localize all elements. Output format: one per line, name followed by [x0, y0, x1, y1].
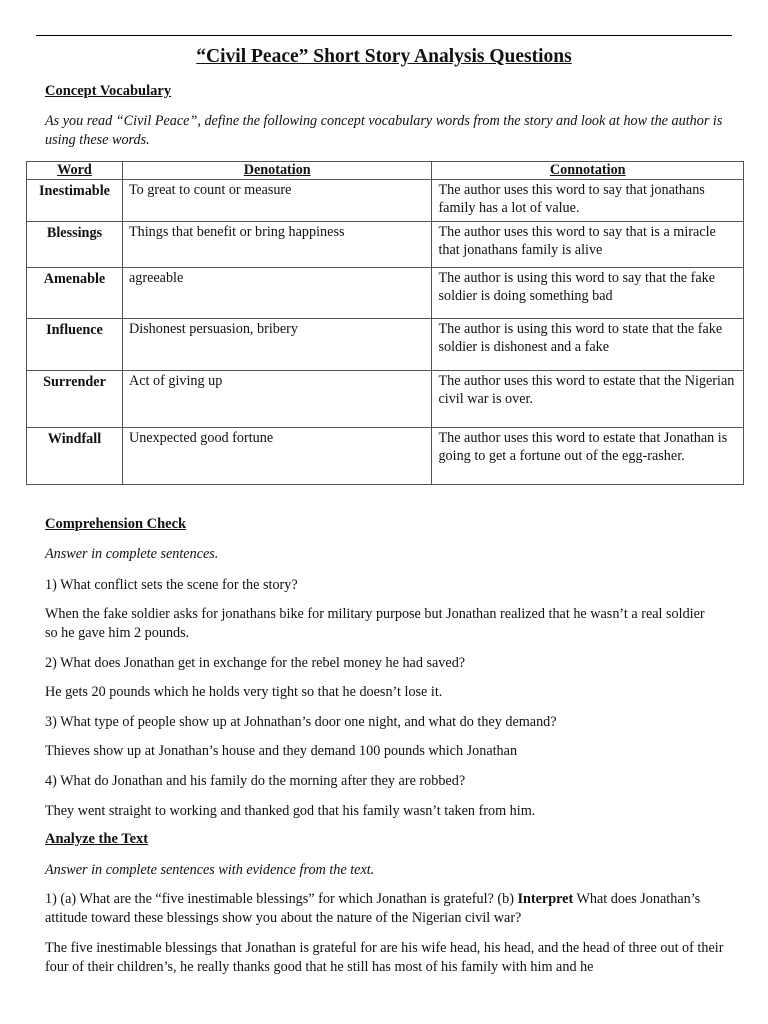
word-cell: Windfall — [27, 428, 123, 485]
question-1: 1) What conflict sets the scene for the story? — [45, 577, 298, 593]
connotation-cell: The author uses this word to say that jonathans family has a lot of value. — [432, 180, 744, 222]
denotation-cell: Dishonest persuasion, bribery — [122, 319, 432, 371]
question-2: 2) What does Jonathan get in exchange for the rebel money he had saved? — [45, 655, 466, 671]
denotation-cell: To great to count or measure — [122, 180, 432, 222]
word-cell: Influence — [27, 319, 123, 371]
table-row — [27, 268, 744, 319]
word-cell: Inestimable — [27, 180, 123, 222]
vocab-heading: Concept Vocabulary — [45, 83, 172, 99]
table-row — [27, 180, 744, 222]
answer-2: He gets 20 pounds which he holds very tight so that he doesn’t lose it. — [45, 684, 443, 700]
question-3: 3) What type of people show up at Johnathan’s door one night, and what do they demand? — [45, 714, 557, 730]
column-header-connotation: Connotation — [432, 162, 744, 180]
word-cell: Amenable — [27, 268, 123, 319]
analyze-heading: Analyze the Text — [45, 831, 149, 847]
analyze-question-1-part-a: 1) (a) What are the “five inestimable blessings” for which Jonathan is grateful? (b) — [45, 891, 518, 907]
analyze-question-1 — [45, 890, 735, 927]
vocab-instruction: As you read “Civil Peace”, define the following concept vocabulary words from the story and look at how the author is using these words. — [45, 113, 723, 148]
connotation-cell: The author is using this word to say that the fake soldier is doing something bad — [432, 268, 744, 319]
vocab-table — [26, 161, 744, 485]
table-row — [27, 222, 744, 268]
table-row — [27, 428, 744, 485]
answer-1: When the fake soldier asks for jonathans bike for military purpose but Jonathan realized that he wasn’t a real soldier so he gave him 2 pounds. — [45, 606, 705, 641]
connotation-cell: The author uses this word to say that is a miracle that jonathans family is alive — [432, 222, 744, 268]
question-4: 4) What do Jonathan and his family do the morning after they are robbed? — [45, 773, 466, 789]
connotation-cell: The author uses this word to estate that Jonathan is going to get a fortune out of the egg-rasher. — [432, 428, 744, 485]
comprehension-instruction: Answer in complete sentences. — [45, 546, 219, 562]
analyze-answer-1: The five inestimable blessings that Jonathan is grateful for are his wife head, his head, and the head of three out of their four of their children’s, he really thanks good that he still has most of his family with him and he — [45, 940, 724, 975]
top-rule — [36, 35, 732, 36]
comprehension-heading: Comprehension Check — [45, 516, 187, 532]
denotation-cell: agreeable — [122, 268, 432, 319]
column-header-denotation: Denotation — [122, 162, 432, 180]
denotation-cell: Things that benefit or bring happiness — [122, 222, 432, 268]
analyze-instruction: Answer in complete sentences with evidence from the text. — [45, 862, 375, 878]
table-header-row — [27, 162, 744, 180]
table-row — [27, 371, 744, 428]
page-title: “Civil Peace” Short Story Analysis Questions — [196, 46, 572, 67]
interpret-label: Interpret — [517, 891, 574, 907]
denotation-cell: Unexpected good fortune — [122, 428, 432, 485]
connotation-cell: The author uses this word to estate that the Nigerian civil war is over. — [432, 371, 744, 428]
answer-3: Thieves show up at Jonathan’s house and they demand 100 pounds which Jonathan — [45, 743, 518, 759]
column-header-word: Word — [27, 162, 123, 180]
word-cell: Blessings — [27, 222, 123, 268]
denotation-cell: Act of giving up — [122, 371, 432, 428]
connotation-cell: The author is using this word to state that the fake soldier is dishonest and a fake — [432, 319, 744, 371]
analyze-question-1-part-b: What does Jonathan’s attitude toward these blessings show you about the nature of the Nigerian civil war? — [45, 891, 701, 926]
answer-4: They went straight to working and thanked god that his family wasn’t taken from him. — [45, 803, 536, 819]
word-cell: Surrender — [27, 371, 123, 428]
table-row — [27, 319, 744, 371]
